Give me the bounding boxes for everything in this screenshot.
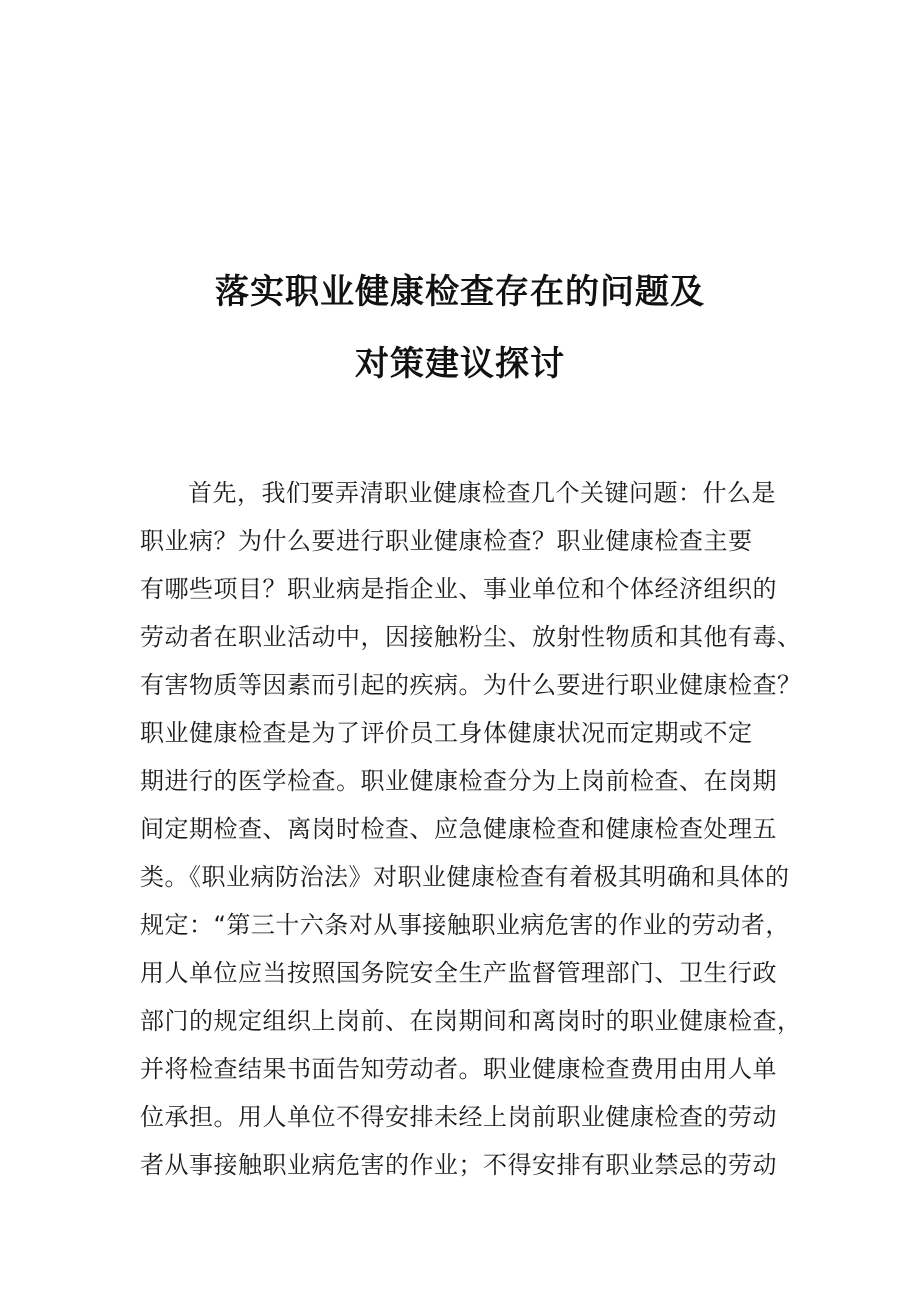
body-text-line: 劳动者在职业活动中，因接触粉尘、放射性物质和其他有毒、 [140,623,802,651]
body-text-line: 并将检查结果书面告知劳动者。职业健康检查费用由用人单 [140,1055,777,1083]
body-text-line: 期进行的医学检查。职业健康检查分为上岗前检查、在岗期 [140,767,777,795]
body-text-line: 有哪些项目？职业病是指企业、事业单位和个体经济组织的 [140,575,777,603]
document-title-line-2: 对策建议探讨 [355,344,565,384]
body-text-line: 部门的规定组织上岗前、在岗期间和离岗时的职业健康检查， [140,1007,802,1035]
body-text-line: 首先，我们要弄清职业健康检查几个关键问题：什么是 [188,479,776,507]
body-text-line: 者从事接触职业病危害的作业；不得安排有职业禁忌的劳动 [140,1151,777,1179]
body-text-line: 位承担。用人单位不得安排未经上岗前职业健康检查的劳动 [140,1103,777,1131]
body-text-line: 职业病？为什么要进行职业健康检查？职业健康检查主要 [140,527,753,555]
body-text-line: 类。《职业病防治法》对职业健康检查有着极其明确和具体的 [140,863,790,891]
body-text-line: 职业健康检查是为了评价员工身体健康状况而定期或不定 [140,719,753,747]
body-text-line: 规定：“第三十六条对从事接触职业病危害的作业的劳动者， [140,911,790,939]
document-title-line-1: 落实职业健康检查存在的问题及 [215,272,705,312]
body-text-line: 用人单位应当按照国务院安全生产监督管理部门、卫生行政 [140,959,777,987]
body-text-line: 有害物质等因素而引起的疾病。为什么要进行职业健康检查？ [140,671,802,699]
body-text-line: 间定期检查、离岗时检查、应急健康检查和健康检查处理五 [140,815,777,843]
